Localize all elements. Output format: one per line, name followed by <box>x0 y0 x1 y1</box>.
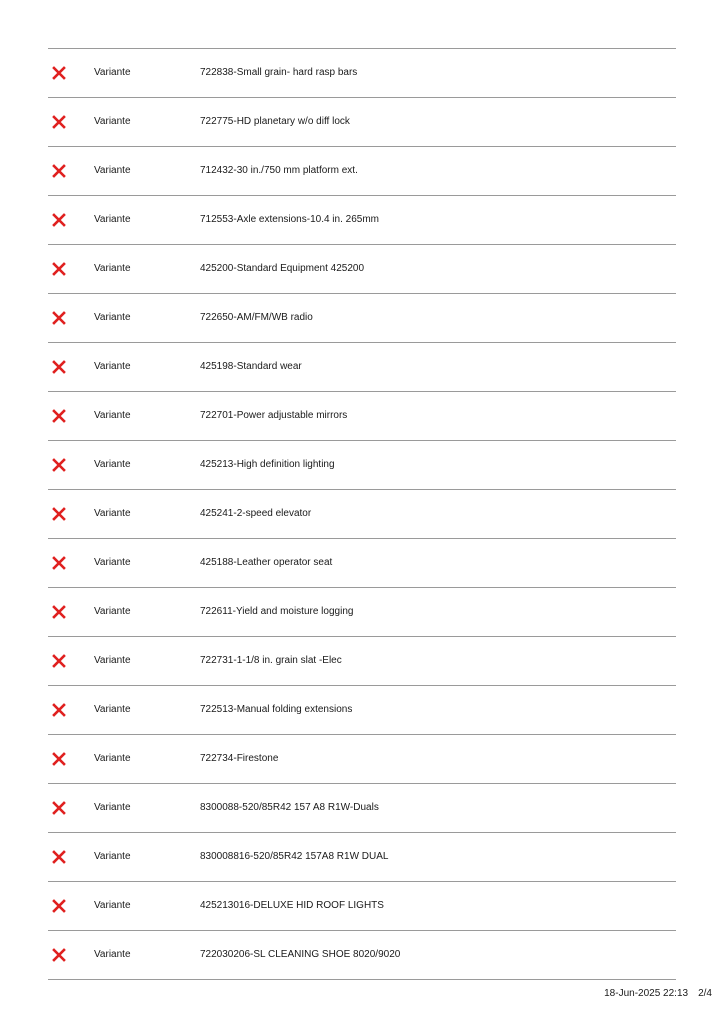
table-row <box>48 735 676 784</box>
red-x-icon <box>52 899 66 913</box>
options-table <box>48 48 676 980</box>
table-row <box>48 98 676 147</box>
option-description: 425188-Leather operator seat <box>200 557 333 568</box>
option-description: 425213016-DELUXE HID ROOF LIGHTS <box>200 900 384 911</box>
option-type: Variante <box>94 704 131 715</box>
option-description: 722611-Yield and moisture logging <box>200 606 354 617</box>
page-footer <box>604 988 712 1000</box>
option-description: 712553-Axle extensions-10.4 in. 265mm <box>200 214 379 225</box>
option-type: Variante <box>94 459 131 470</box>
option-description: 425198-Standard wear <box>200 361 302 372</box>
table-row <box>48 686 676 735</box>
option-type: Variante <box>94 557 131 568</box>
option-description: 722775-HD planetary w/o diff lock <box>200 116 350 127</box>
option-type: Variante <box>94 67 131 78</box>
option-description: 722731-1-1/8 in. grain slat -Elec <box>200 655 342 666</box>
table-row <box>48 784 676 833</box>
table-row <box>48 637 676 686</box>
option-type: Variante <box>94 606 131 617</box>
option-description: 712432-30 in./750 mm platform ext. <box>200 165 358 176</box>
option-description: 722734-Firestone <box>200 753 279 764</box>
red-x-icon <box>52 801 66 815</box>
table-row <box>48 441 676 490</box>
red-x-icon <box>52 409 66 423</box>
table-row <box>48 49 676 98</box>
option-type: Variante <box>94 753 131 764</box>
option-description: 722701-Power adjustable mirrors <box>200 410 348 421</box>
red-x-icon <box>52 458 66 472</box>
red-x-icon <box>52 213 66 227</box>
red-x-icon <box>52 948 66 962</box>
option-type: Variante <box>94 949 131 960</box>
red-x-icon <box>52 115 66 129</box>
table-row <box>48 294 676 343</box>
red-x-icon <box>52 262 66 276</box>
red-x-icon <box>52 850 66 864</box>
option-type: Variante <box>94 312 131 323</box>
table-row <box>48 931 676 980</box>
option-type: Variante <box>94 802 131 813</box>
option-type: Variante <box>94 655 131 666</box>
option-description: 722650-AM/FM/WB radio <box>200 312 313 323</box>
option-type: Variante <box>94 851 131 862</box>
option-type: Variante <box>94 116 131 127</box>
table-row <box>48 833 676 882</box>
option-description: 722838-Small grain- hard rasp bars <box>200 67 358 78</box>
option-type: Variante <box>94 361 131 372</box>
table-row <box>48 343 676 392</box>
table-row <box>48 392 676 441</box>
option-type: Variante <box>94 900 131 911</box>
table-row <box>48 490 676 539</box>
option-description: 8300088-520/85R42 157 A8 R1W-Duals <box>200 802 379 813</box>
table-row <box>48 245 676 294</box>
table-row <box>48 588 676 637</box>
red-x-icon <box>52 164 66 178</box>
option-type: Variante <box>94 263 131 274</box>
option-description: 425213-High definition lighting <box>200 459 335 470</box>
red-x-icon <box>52 507 66 521</box>
option-description: 425200-Standard Equipment 425200 <box>200 263 365 274</box>
red-x-icon <box>52 66 66 80</box>
table-row <box>48 196 676 245</box>
table-row <box>48 147 676 196</box>
option-type: Variante <box>94 508 131 519</box>
table-row <box>48 882 676 931</box>
red-x-icon <box>52 311 66 325</box>
option-description: 830008816-520/85R42 157A8 R1W DUAL <box>200 851 389 862</box>
red-x-icon <box>52 654 66 668</box>
print-timestamp: 18-Jun-2025 22:13 <box>604 988 689 999</box>
red-x-icon <box>52 360 66 374</box>
red-x-icon <box>52 556 66 570</box>
table-row <box>48 539 676 588</box>
red-x-icon <box>52 752 66 766</box>
option-description: 425241-2-speed elevator <box>200 508 312 519</box>
option-type: Variante <box>94 165 131 176</box>
option-description: 722513-Manual folding extensions <box>200 704 353 715</box>
option-type: Variante <box>94 410 131 421</box>
page-number: 2/4 <box>698 988 712 999</box>
red-x-icon <box>52 605 66 619</box>
option-type: Variante <box>94 214 131 225</box>
option-description: 722030206-SL CLEANING SHOE 8020/9020 <box>200 949 401 960</box>
red-x-icon <box>52 703 66 717</box>
